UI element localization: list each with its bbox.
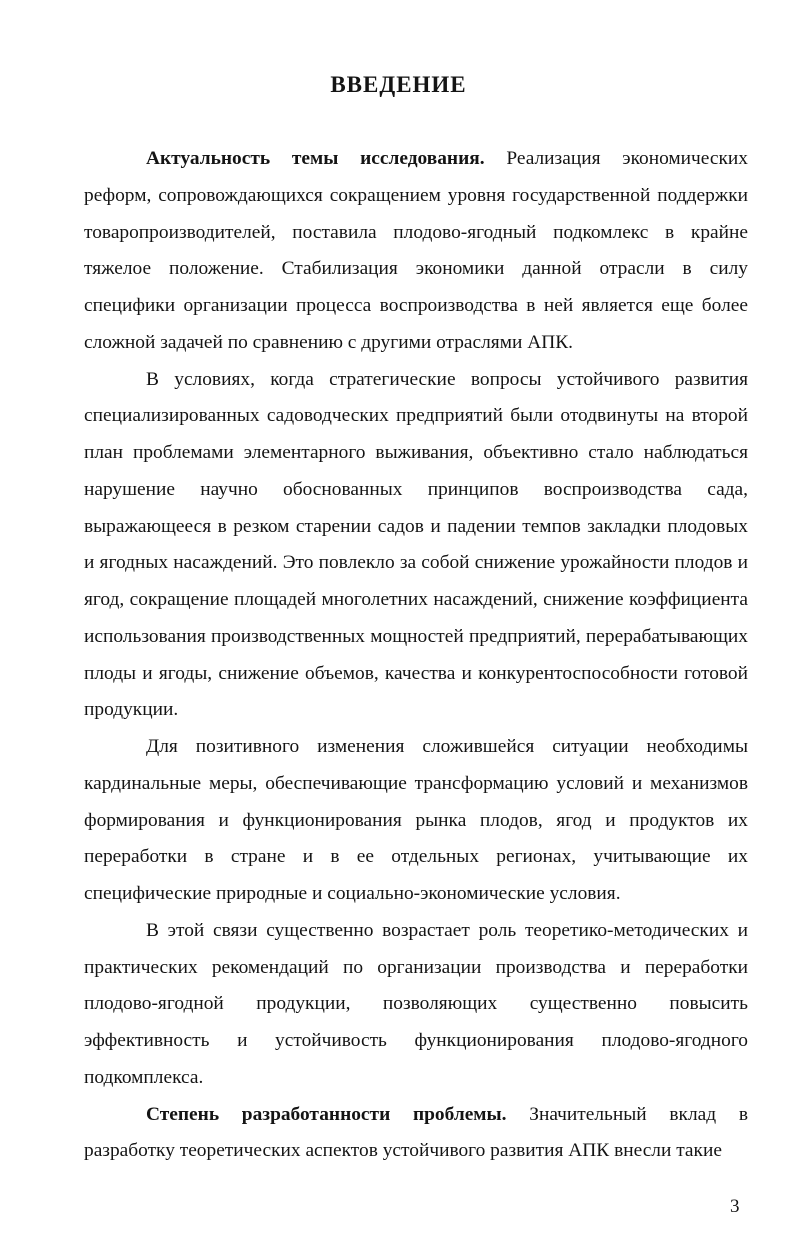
body-text [84,141,748,1170]
paragraph-lead: Актуальность темы исследования. [146,148,485,169]
paragraph-text: В условиях, когда стратегические вопросы устойчивого развития специализированных садоводческих предприятий были отодвинуты на второй план проблемами элементарного выживания, объективно стало наблюдаться нарушение научно обоснованных принципов воспроизводства сада, выражающееся в резком старении садов и падении темпов закладки плодовых и ягодных насаждений. Это повлекло за собой снижение урожайности плодов и ягод, сокращение площадей многолетних насаждений, снижение коэффициента использования производственных мощностей предприятий, перерабатывающих плоды и ягоды, снижение объемов, качества и конкурентоспособности готовой продукции. [84,368,748,721]
paragraph-text: Значительный вклад в разработку теоретических аспектов устойчивого развития АПК внесли такие [84,1103,748,1162]
paragraph-text: Для позитивного изменения сложившейся ситуации необходимы кардинальные меры, обеспечивающие трансформацию условий и механизмов формирования и функционирования рынка плодов, ягод и продуктов их переработки в стране и в ее отдельных регионах, учитывающие их специфические природные и социально-экономические условия. [84,736,748,904]
page-title: ВВЕДЕНИЕ [330,72,467,97]
page-number: 3 [730,1196,740,1217]
paragraph-measures [84,729,748,913]
paragraph-recommendations [84,913,748,1097]
paragraph-degree [84,1097,748,1171]
paragraph-lead: Степень разработанности проблемы. [146,1103,507,1125]
paragraph-relevance [84,141,748,362]
paragraph-text: В этой связи существенно возрастает роль теоретико-методических и практических рекомендаций по организации производства и переработки плодово-ягодной продукции, позволяющих существенно повысить эффективность и устойчивость функционирования плодово-ягодного подкомплекса. [84,919,748,1088]
paragraph-text: Реализация экономических реформ, сопровождающихся сокращением уровня государственной поддержки товаропроизводителей, поставила плодово-ягодный подкомлекс в крайне тяжелое положение. Стабилизация экономики данной отрасли в силу специфики организации процесса воспроизводства в ней является еще более сложной задачей по сравнению с другими отраслями АПК. [84,148,748,353]
paragraph-conditions [84,362,748,730]
